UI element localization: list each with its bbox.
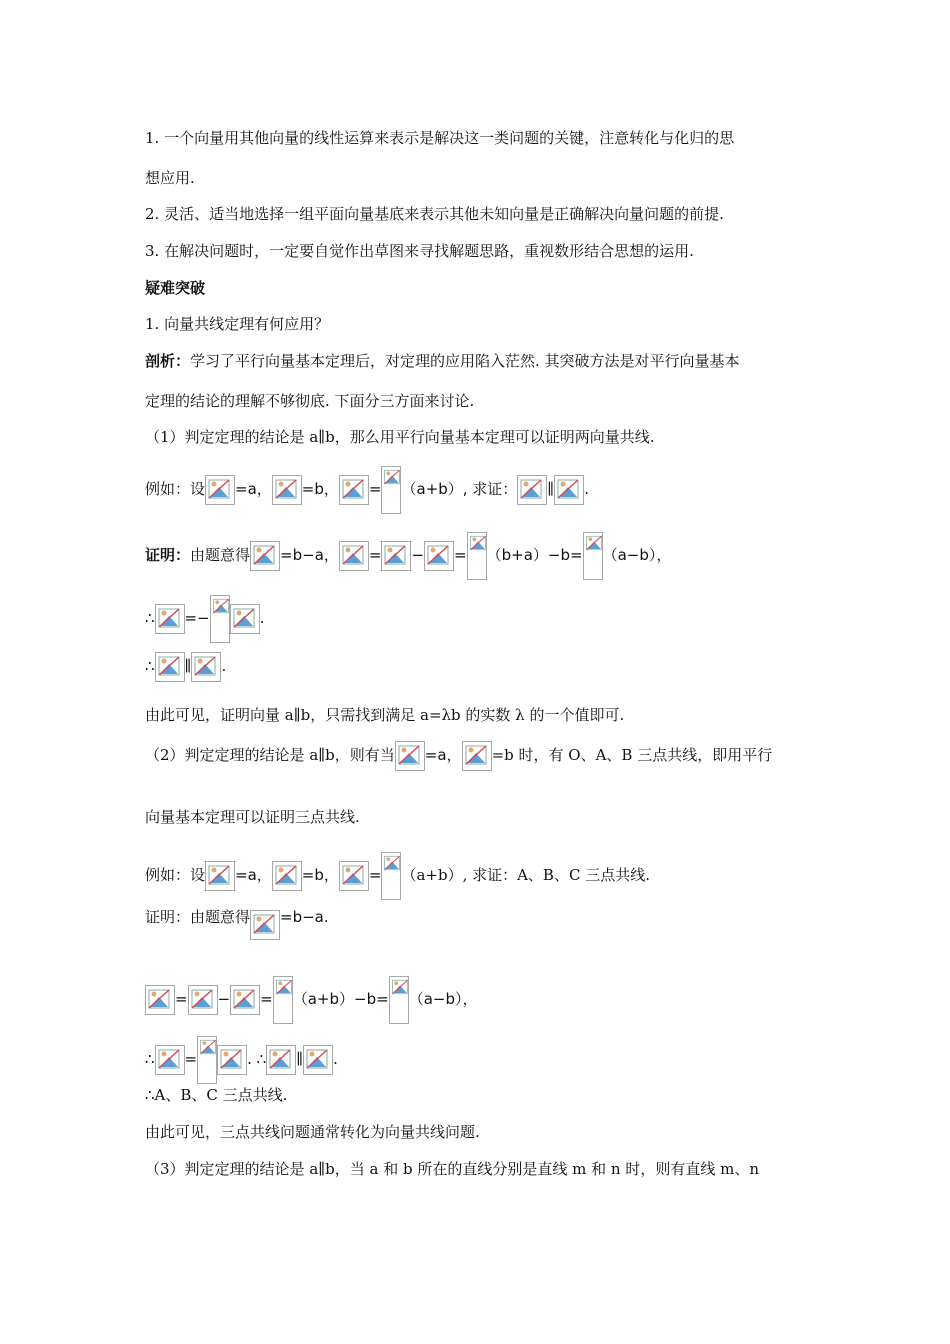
text-segment: （a−b）， xyxy=(602,546,672,564)
text-segment: = xyxy=(368,866,382,884)
vector-image-icon xyxy=(266,1045,296,1075)
example-1 xyxy=(145,466,810,514)
section-heading: 疑难突破 xyxy=(145,279,206,297)
text-segment: . xyxy=(259,609,265,627)
vector-image-icon xyxy=(395,741,425,771)
vector-image-icon xyxy=(145,985,175,1015)
conclusion-1: 由此可见，证明向量 a∥b，只需找到满足 a=λb 的实数 λ 的一个值即可. xyxy=(145,706,625,724)
vector-image-icon xyxy=(155,604,185,634)
analysis-line-2: 定理的结论的理解不够彻底. 下面分三方面来讨论. xyxy=(145,392,475,410)
text-segment: − xyxy=(411,546,425,564)
text-segment: ∴ xyxy=(145,609,155,627)
proof-1 xyxy=(145,532,810,580)
text-segment: =− xyxy=(184,609,210,627)
vector-image-icon xyxy=(205,861,235,891)
tip-2: 2. 灵活、适当地选择一组平面向量基底来表示其他未知向量是正确解决向量问题的前提. xyxy=(145,205,724,223)
text-segment: . xyxy=(221,657,227,675)
fraction-image-icon xyxy=(583,532,603,580)
example-2 xyxy=(145,852,810,900)
text-segment: （2）判定定理的结论是 a∥b，则有当 xyxy=(145,746,395,764)
text-segment: ∴ xyxy=(145,1050,155,1068)
vector-image-icon xyxy=(250,910,280,940)
vector-image-icon xyxy=(424,541,454,571)
text-segment: （a−b）， xyxy=(408,990,478,1008)
text-segment: =b−a， xyxy=(280,546,339,564)
case-1: （1）判定定理的结论是 a∥b，那么用平行向量基本定理可以证明两向量共线. xyxy=(145,428,655,446)
therefore-1 xyxy=(145,595,810,643)
text-segment: = xyxy=(184,1050,198,1068)
text-segment: . xyxy=(584,480,589,498)
text-segment: （b+a）−b= xyxy=(486,546,583,564)
text-segment: ∴ xyxy=(145,657,155,675)
text-segment: （a+b）−b= xyxy=(292,990,389,1008)
vector-image-icon xyxy=(230,604,260,634)
text-segment: . xyxy=(333,1050,338,1068)
tip-1-line-2: 想应用. xyxy=(145,169,195,187)
text-segment: = xyxy=(368,480,382,498)
therefore-2 xyxy=(145,652,810,682)
text-segment: 例如：设 xyxy=(145,866,206,884)
text-segment: ∥ xyxy=(296,1050,304,1068)
text-segment: 证明：由题意得 xyxy=(145,908,251,926)
vector-image-icon xyxy=(381,541,411,571)
vector-image-icon xyxy=(155,652,185,682)
text-segment: =b， xyxy=(301,866,339,884)
vector-image-icon xyxy=(205,475,235,505)
text-segment: =a， xyxy=(424,746,462,764)
question-1: 1. 向量共线定理有何应用？ xyxy=(145,315,330,333)
collinear-conclusion: ∴A、B、C 三点共线. xyxy=(145,1086,288,1104)
case-2-line-2: 向量基本定理可以证明三点共线. xyxy=(145,808,360,826)
vector-image-icon xyxy=(155,1045,185,1075)
vector-image-icon xyxy=(191,652,221,682)
analysis-line-1 xyxy=(145,350,810,372)
text-segment: = xyxy=(454,546,467,564)
vector-image-icon xyxy=(339,541,369,571)
text-segment: =b−a. xyxy=(280,908,329,926)
vector-image-icon xyxy=(339,861,369,891)
conclusion-2: 由此可见，三点共线问题通常转化为向量共线问题. xyxy=(145,1123,480,1141)
fraction-image-icon xyxy=(467,532,487,580)
fraction-image-icon xyxy=(273,976,293,1024)
text-segment: = xyxy=(368,546,382,564)
fraction-image-icon xyxy=(197,1036,217,1084)
text-segment: ∥ xyxy=(184,657,192,675)
fraction-image-icon xyxy=(381,852,401,900)
text-segment: − xyxy=(217,990,231,1008)
vector-image-icon xyxy=(462,741,492,771)
text-segment: =b， xyxy=(301,480,339,498)
case-3: （3）判定定理的结论是 a∥b，当 a 和 b 所在的直线分别是直线 m 和 n 时，则有直线 m、n xyxy=(145,1160,760,1178)
fraction-image-icon xyxy=(389,976,409,1024)
vector-image-icon xyxy=(217,1045,247,1075)
vector-image-icon xyxy=(272,475,302,505)
text-segment: =b 时，有 O、A、B 三点共线，即用平行 xyxy=(491,746,773,764)
vector-image-icon xyxy=(188,985,218,1015)
vector-image-icon xyxy=(303,1045,333,1075)
text-segment: . ∴ xyxy=(247,1050,267,1068)
text-segment: = xyxy=(260,990,273,1008)
case-2-line-1 xyxy=(145,741,810,771)
equation-2 xyxy=(145,976,810,1024)
text-segment: 例如：设 xyxy=(145,480,206,498)
tip-3: 3. 在解决问题时，一定要自觉作出草图来寻找解题思路，重视数形结合思想的运用. xyxy=(145,242,694,260)
analysis-text: 学习了平行向量基本定理后，对定理的应用陷入茫然. 其突破方法是对平行向量基本 xyxy=(190,352,740,370)
vector-image-icon xyxy=(250,541,280,571)
text-segment: =a， xyxy=(235,866,272,884)
text-segment: = xyxy=(175,990,188,1008)
text-segment: （a+b）, 求证：A、B、C 三点共线. xyxy=(401,866,650,884)
text-segment: 由题意得 xyxy=(190,546,251,564)
tip-1-line-1: 1. 一个向量用其他向量的线性运算来表示是解决这一类问题的关键，注意转化与化归的思 xyxy=(145,129,735,147)
text-segment: =a， xyxy=(235,480,272,498)
vector-image-icon xyxy=(517,475,547,505)
vector-image-icon xyxy=(272,861,302,891)
proof-2 xyxy=(145,906,810,940)
text-segment: （a+b）, 求证： xyxy=(401,480,518,498)
analysis-label: 剖析： xyxy=(145,352,191,370)
fraction-image-icon xyxy=(210,595,230,643)
therefore-3 xyxy=(145,1036,810,1084)
vector-image-icon xyxy=(230,985,260,1015)
proof-label: 证明： xyxy=(145,546,191,564)
vector-image-icon xyxy=(339,475,369,505)
fraction-image-icon xyxy=(381,466,401,514)
vector-image-icon xyxy=(554,475,584,505)
text-segment: ∥ xyxy=(547,480,555,498)
